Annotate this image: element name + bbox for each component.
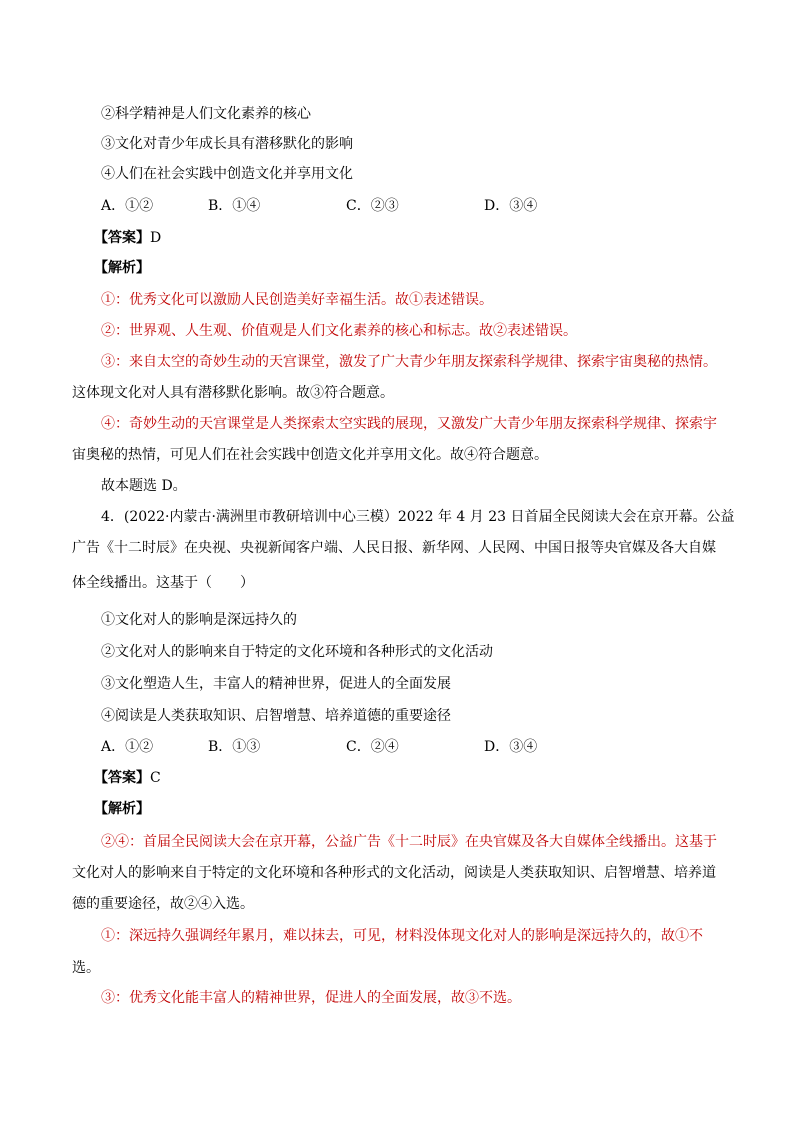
q4-analysis-line-1: ②④：首届全民阅读大会在京开幕，公益广告《十二时辰》在央官媒及各大自媒体全线播出。这基于 [101, 834, 717, 850]
q4-stem-line-2: 广告《十二时辰》在央视、央视新闻客户端、人民日报、新华网、人民网、中国日报等央官媒及各大自媒 [72, 540, 716, 556]
q3-option-c: C．②③ [346, 198, 399, 214]
q4-statement-2: ②文化对人的影响来自于特定的文化环境和各种形式的文化活动 [101, 644, 493, 660]
q4-analysis-line-2: 文化对人的影响来自于特定的文化环境和各种形式的文化活动，阅读是人类获取知识、启智增慧、培养道 [72, 865, 716, 881]
q4-analysis-line-4: ①：深远持久强调经年累月，难以抹去，可见，材料没体现文化对人的影响是深远持久的，故①不 [101, 928, 703, 944]
q3-analysis-line-5: ④：奇妙生动的天宫课堂是人类探索太空实践的展现，又激发广大青少年朋友探索科学规律、探索宇 [101, 416, 717, 432]
q4-analysis-line-5: 选。 [72, 960, 100, 976]
q4-statement-1: ①文化对人的影响是深远持久的 [101, 612, 297, 628]
q3-answer-value: D [150, 230, 162, 246]
q3-statement-4: ④人们在社会实践中创造文化并享用文化 [101, 166, 353, 182]
q3-analysis-line-4: 这体现文化对人具有潜移默化影响。故③符合题意。 [72, 385, 394, 401]
q4-answer-value: C [150, 770, 161, 786]
q3-option-d: D．③④ [484, 198, 538, 214]
q3-option-b: B．①④ [208, 198, 261, 214]
q4-answer-label: 【答案】 [94, 770, 150, 786]
q3-answer-label: 【答案】 [94, 230, 150, 246]
q4-option-b: B．①③ [208, 739, 261, 755]
q4-stem-line-1: 4．(2022·内蒙古·满洲里市教研培训中心三模）2022 年 4 月 23 日首届全民阅读大会在京开幕。公益 [101, 509, 735, 525]
q4-option-c: C．②④ [346, 739, 399, 755]
q4-stem-line-3: 体全线播出。这基于（ ） [72, 575, 254, 591]
q4-analysis-label: 【解析】 [94, 801, 150, 817]
q3-answer [94, 228, 161, 248]
q4-option-d: D．③④ [484, 739, 538, 755]
q4-analysis-line-3: 德的重要途径，故②④入选。 [72, 896, 254, 912]
q4-statement-4: ④阅读是人类获取知识、启智增慧、培养道德的重要途径 [101, 708, 451, 724]
q3-analysis-line-2: ②：世界观、人生观、价值观是人们文化素养的核心和标志。故②表述错误。 [101, 323, 577, 339]
q3-analysis-line-1: ①：优秀文化可以激励人民创造美好幸福生活。故①表述错误。 [101, 292, 493, 308]
q3-analysis-line-6: 宙奥秘的热情，可见人们在社会实践中创造文化并享用文化。故④符合题意。 [72, 447, 548, 463]
q3-analysis-line-3: ③：来自太空的奇妙生动的天宫课堂，激发了广大青少年朋友探索科学规律、探索宇宙奥秘的热情。 [101, 354, 717, 370]
q3-statement-3: ③文化对青少年成长具有潜移默化的影响 [101, 136, 353, 152]
q3-statement-2: ②科学精神是人们文化素养的核心 [101, 106, 311, 122]
q3-conclusion: 故本题选 D。 [101, 478, 187, 494]
q4-option-a: A．①② [101, 739, 154, 755]
q4-answer [94, 768, 161, 788]
q4-analysis-line-6: ③：优秀文化能丰富人的精神世界，促进人的全面发展，故③不选。 [101, 990, 521, 1006]
q3-option-a: A．①② [101, 198, 154, 214]
q4-statement-3: ③文化塑造人生，丰富人的精神世界，促进人的全面发展 [101, 676, 451, 692]
q3-analysis-label: 【解析】 [94, 260, 150, 276]
